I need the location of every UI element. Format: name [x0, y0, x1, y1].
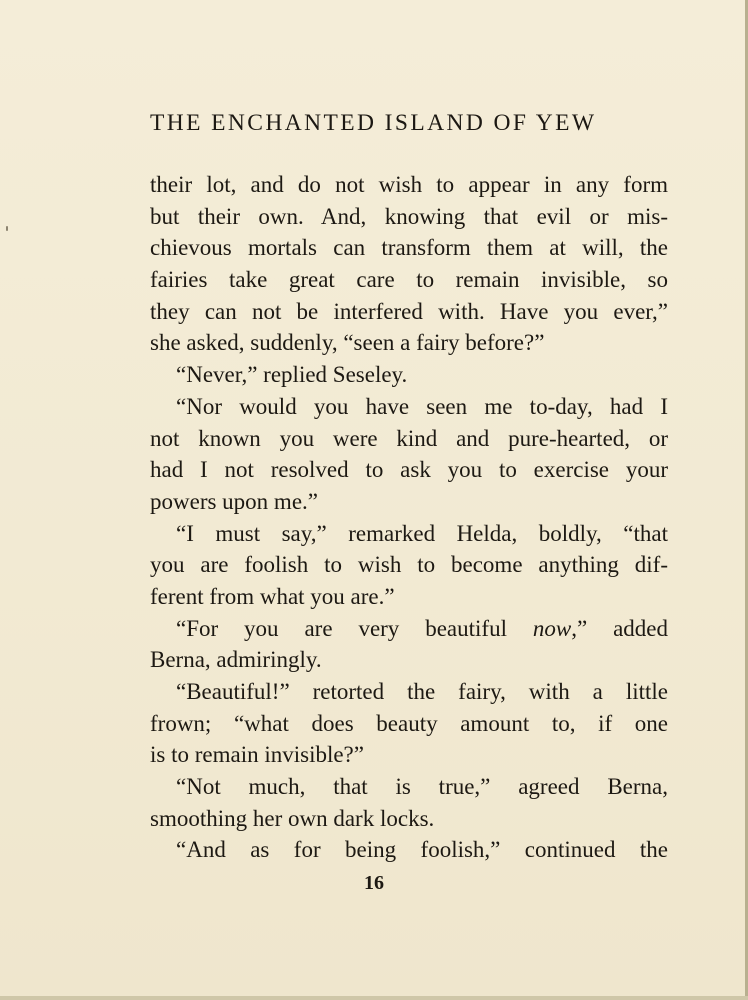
- text-line: “I must say,” remarked Helda, boldly, “that: [176, 520, 668, 546]
- running-head: THE ENCHANTED ISLAND OF YEW: [150, 110, 597, 136]
- text-line: “Beautiful!” retorted the fairy, with a little: [176, 679, 668, 704]
- text-line: “For you are very beautiful now,” added: [176, 615, 668, 641]
- text-line: chievous mortals can transform them at will, the: [150, 235, 668, 261]
- page-number: 16: [364, 872, 384, 894]
- text-line: “And as for being foolish,” continued the: [176, 837, 668, 863]
- text-line: smoothing her own dark locks.: [150, 805, 435, 831]
- text-line: she asked, suddenly, “seen a fairy before?”: [150, 330, 545, 356]
- body-text: [150, 169, 668, 866]
- text-line: is to remain invisible?”: [150, 742, 364, 768]
- text-line: ferent from what you are.”: [150, 583, 395, 609]
- text-line: Berna, admiringly.: [150, 647, 322, 673]
- text-line: you are foolish to wish to become anything dif-: [150, 552, 668, 578]
- text-line: “Nor would you have seen me to-day, had I: [176, 393, 668, 419]
- text-line: their lot, and do not wish to appear in any form: [150, 172, 668, 197]
- text-line: fairies take great care to remain invisible, so: [150, 267, 668, 293]
- page-edge-bottom: [0, 996, 748, 1000]
- text-line: not known you were kind and pure-hearted, or: [150, 425, 668, 451]
- text-line: “Never,” replied Seseley.: [176, 362, 408, 388]
- text-line: powers upon me.”: [150, 488, 318, 514]
- text-line: frown; “what does beauty amount to, if one: [150, 710, 668, 736]
- text-line: had I not resolved to ask you to exercise your: [150, 457, 668, 483]
- text-line: they can not be interfered with. Have you ever,”: [150, 298, 668, 324]
- paper-speck: [6, 226, 8, 231]
- text-line: but their own. And, knowing that evil or mis-: [150, 203, 668, 229]
- text-line: “Not much, that is true,” agreed Berna,: [176, 774, 668, 800]
- emphasis-now: now: [532, 615, 572, 641]
